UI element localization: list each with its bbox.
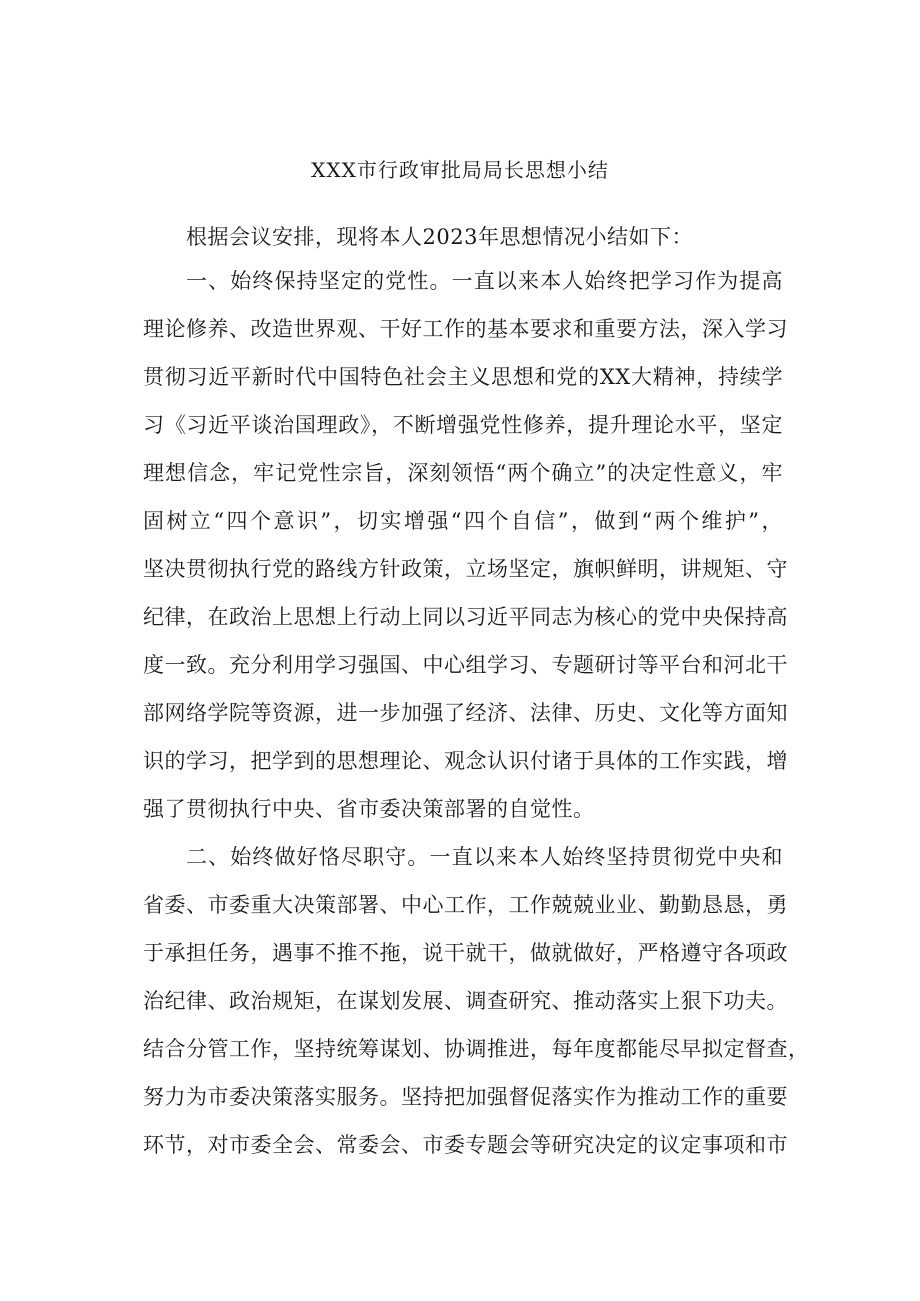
section-1-line: 理想信念，牢记党性宗旨，深刻领悟“两个确立”的决定性意义，牢: [143, 461, 783, 485]
section-1-line: 固树立“四个意识”，切实增强“四个自信”，做到“两个维护”，: [143, 509, 783, 533]
section-1-last-line: 强了贯彻执行中央、省市委决策部署的自觉性。: [143, 797, 595, 821]
section-2-line: 于承担任务，遇事不推不拖，说干就干，做就做好，严格遵守各项政: [143, 941, 788, 965]
section-2-heading-line: 二、始终做好恪尽职守。一直以来本人始终坚持贯彻党中央和: [186, 845, 783, 869]
section-1-line: 识的学习，把学到的思想理论、观念认识付诸于具体的工作实践，增: [143, 749, 788, 773]
section-1-line: 习《习近平谈治国理政》，不断增强党性修养，提升理论水平，坚定: [143, 413, 783, 437]
section-1-heading-line: 一、始终保持坚定的党性。一直以来本人始终把学习作为提高: [186, 269, 783, 293]
section-1-line: 度一致。充分利用学习强国、中心组学习、专题研讨等平台和河北干: [143, 653, 788, 677]
section-2-line: 环节，对市委全会、常委会、市委专题会等研究决定的议定事项和市: [143, 1133, 788, 1157]
section-1-line: 部网络学院等资源，进一步加强了经济、法律、历史、文化等方面知: [143, 701, 788, 725]
document-title: XXX市行政审批局局长思想小结: [311, 158, 609, 182]
paragraph-intro-line: 根据会议安排，现将本人2023年思想情况小结如下：: [186, 225, 693, 249]
section-1-line: 坚决贯彻执行党的路线方针政策，立场坚定，旗帜鲜明，讲规矩、守: [143, 557, 788, 581]
section-1-line: 纪律，在政治上思想上行动上同以习近平同志为核心的党中央保持高: [143, 605, 788, 629]
section-2-line: 省委、市委重大决策部署、中心工作，工作兢兢业业、勤勤恳恳，勇: [143, 893, 788, 917]
section-2-line: 结合分管工作，坚持统筹谋划、协调推进，每年度都能尽早拟定督查，: [143, 1037, 810, 1061]
section-1-line: 贯彻习近平新时代中国特色社会主义思想和党的XX大精神，持续学: [143, 365, 783, 389]
section-2-line: 努力为市委决策落实服务。坚持把加强督促落实作为推动工作的重要: [143, 1085, 788, 1109]
section-1-line: 理论修养、改造世界观、干好工作的基本要求和重要方法，深入学习: [143, 317, 788, 341]
section-2-line: 治纪律、政治规矩，在谋划发展、调查研究、推动落实上狠下功夫。: [143, 989, 788, 1013]
